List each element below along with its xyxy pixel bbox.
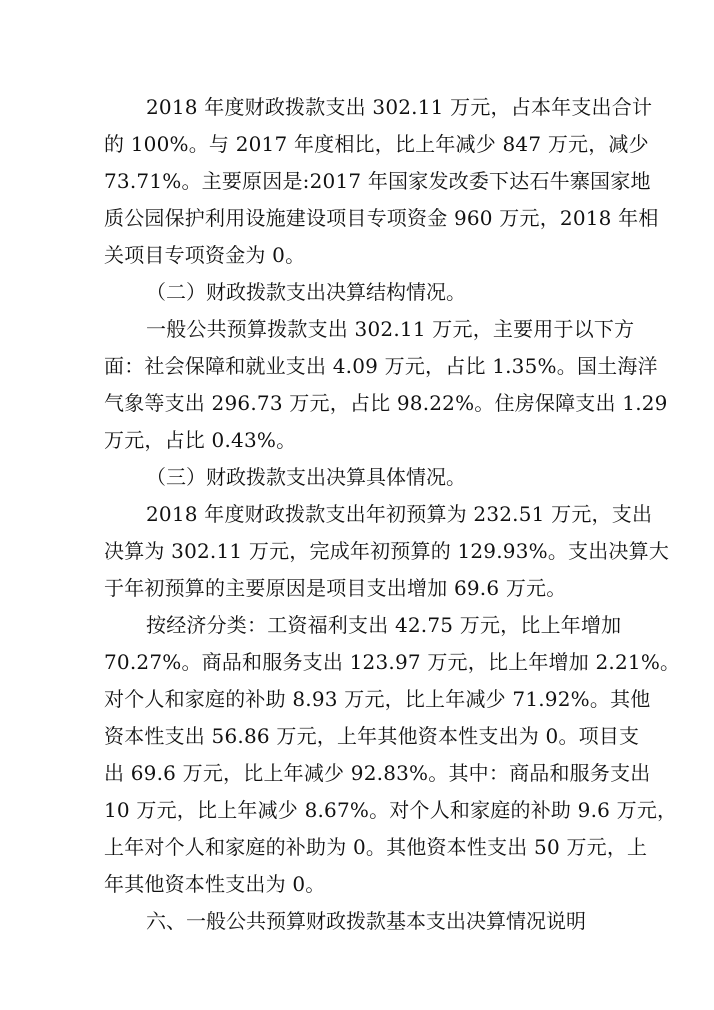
paragraph-1-line-2: 的 100%。与 2017 年度相比，比上年减少 847 万元，减少 xyxy=(104,132,649,156)
paragraph-2-line-2: 面：社会保障和就业支出 4.09 万元，占比 1.35%。国土海洋 xyxy=(104,354,658,378)
paragraph-4-line-5: 出 69.6 万元，比上年减少 92.83%。其中：商品和服务支出 xyxy=(104,761,651,785)
paragraph-4-line-7: 上年对个人和家庭的补助为 0。其他资本性支出 50 万元，上 xyxy=(104,835,648,859)
paragraph-4-line-1: 按经济分类：工资福利支出 42.75 万元，比上年增加 xyxy=(146,613,622,637)
paragraph-3-line-3: 于年初预算的主要原因是项目支出增加 69.6 万元。 xyxy=(104,576,567,600)
paragraph-4-line-4: 资本性支出 56.86 万元，上年其他资本性支出为 0。项目支 xyxy=(104,724,640,748)
paragraph-3-line-1: 2018 年度财政拨款支出年初预算为 232.51 万元，支出 xyxy=(146,502,653,526)
section-heading-2: （二）财政拨款支出决算结构情况。 xyxy=(146,280,466,304)
paragraph-2-line-4: 万元，占比 0.43%。 xyxy=(104,428,297,452)
paragraph-1-line-3: 73.71%。主要原因是:2017 年国家发改委下达石牛寨国家地 xyxy=(104,169,651,193)
paragraph-1-line-4: 质公园保护利用设施建设项目专项资金 960 万元，2018 年相 xyxy=(104,206,659,230)
paragraph-4-line-3: 对个人和家庭的补助 8.93 万元，比上年减少 71.92%。其他 xyxy=(104,687,651,711)
section-heading-3: （三）财政拨款支出决算具体情况。 xyxy=(146,465,466,489)
paragraph-4-line-6: 10 万元，比上年减少 8.67%。对个人和家庭的补助 9.6 万元， xyxy=(104,798,678,822)
paragraph-4-line-8: 年其他资本性支出为 0。 xyxy=(104,872,326,896)
paragraph-2-line-1: 一般公共预算拨款支出 302.11 万元，主要用于以下方 xyxy=(146,317,635,341)
paragraph-1-line-5: 关项目专项资金为 0。 xyxy=(104,243,306,267)
paragraph-3-line-2: 决算为 302.11 万元，完成年初预算的 129.93%。支出决算大 xyxy=(104,539,670,563)
paragraph-1-line-1: 2018 年度财政拨款支出 302.11 万元，占本年支出合计 xyxy=(146,95,653,119)
paragraph-4-line-2: 70.27%。商品和服务支出 123.97 万元，比上年增加 2.21%。 xyxy=(104,650,681,674)
paragraph-2-line-3: 气象等支出 296.73 万元，占比 98.22%。住房保障支出 1.29 xyxy=(104,391,668,415)
section-6-title: 六、一般公共预算财政拨款基本支出决算情况说明 xyxy=(146,909,586,933)
